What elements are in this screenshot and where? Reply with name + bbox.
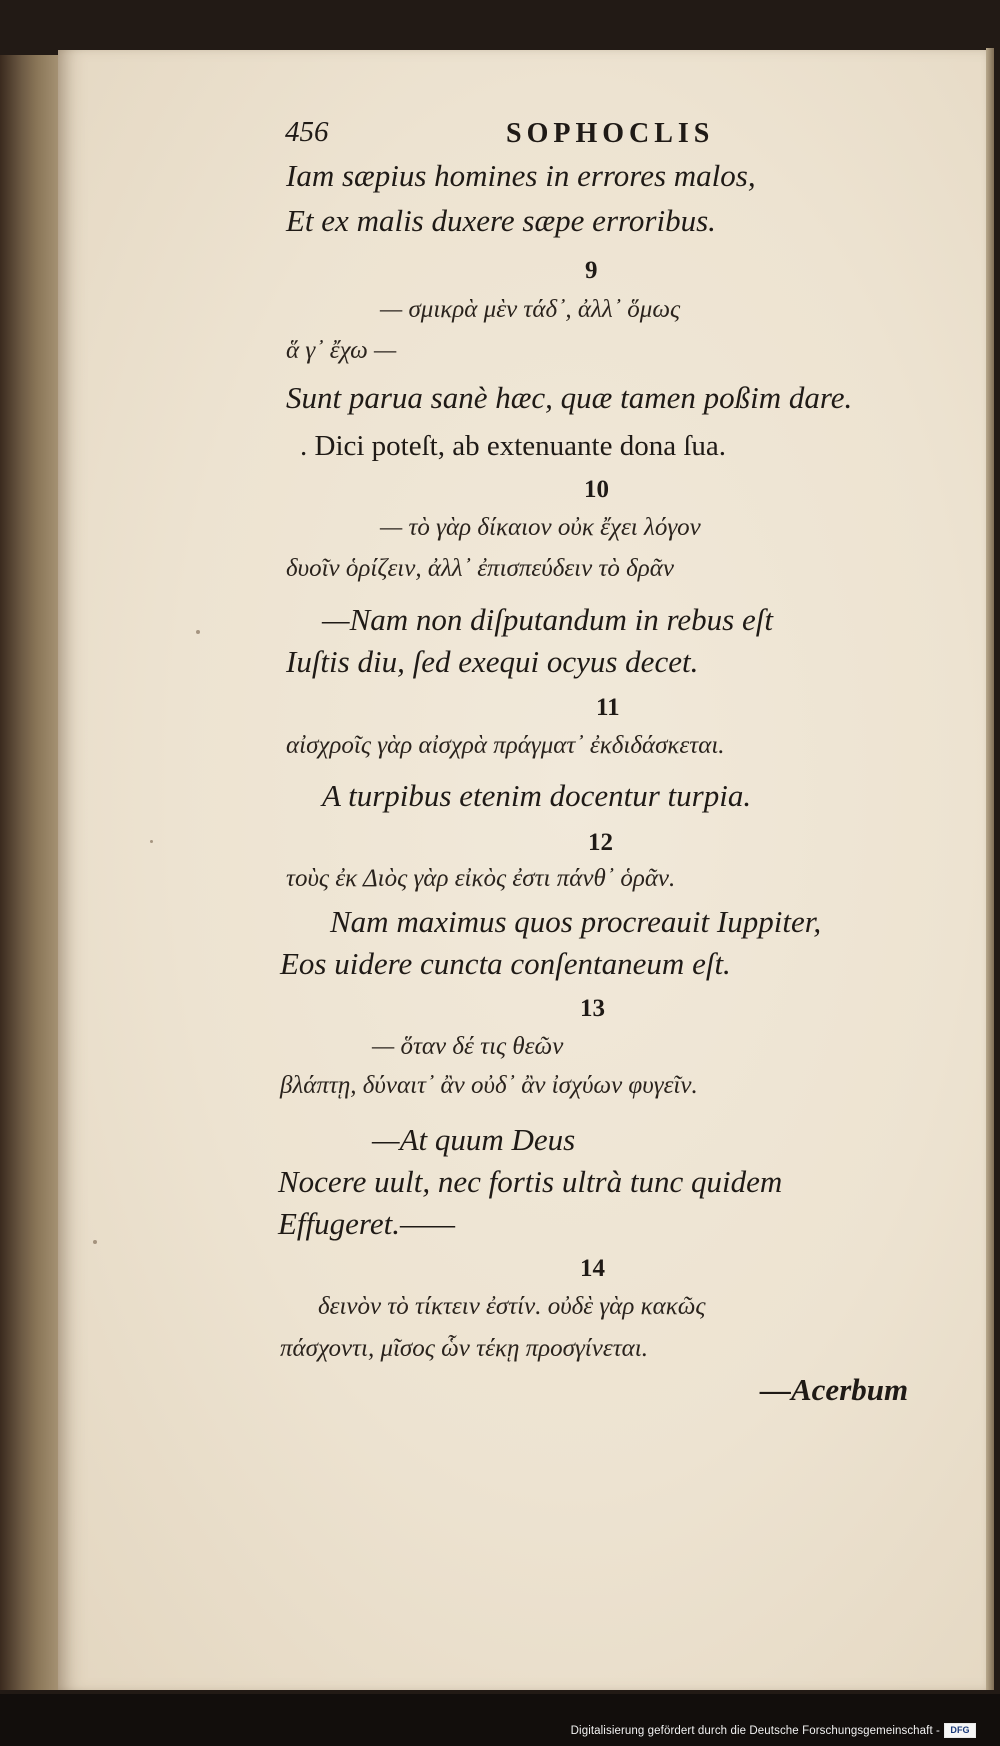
fragment-number: 13 (580, 995, 605, 1022)
fragment-number: 14 (580, 1255, 605, 1282)
greek-line: — σμικρὰ μὲν τάδ᾽, ἀλλ᾽ ὅμως (380, 296, 681, 323)
latin-line: Effugeret.—— (278, 1206, 456, 1241)
dfg-logo: DFG (944, 1723, 976, 1738)
greek-line: δεινὸν τὸ τίκτειν ἐστίν. οὐδὲ γὰρ κακῶς (318, 1293, 706, 1320)
page-number: 456 (285, 116, 329, 148)
greek-line: αἰσχροῖς γὰρ αἰσχρὰ πράγματ᾽ ἐκδιδάσκεται. (286, 732, 725, 759)
greek-line: τοὺς ἐκ Διὸς γὰρ εἰκὸς ἐστι πάνθ᾽ ὁρᾶν. (286, 865, 676, 892)
greek-line: — ὅταν δέ τις θεῶν (372, 1033, 564, 1060)
credit-text: Digitalisierung gefördert durch die Deutsche Forschungsgemeinschaft - (570, 1724, 940, 1737)
catchword: —Acerbum (760, 1372, 909, 1407)
greek-line: — τὸ γὰρ δίκαιον οὐκ ἔχει λόγον (380, 514, 701, 541)
digitization-credit (571, 1723, 976, 1738)
greek-line: ἅ γ᾽ ἔχω — (286, 337, 397, 364)
greek-line: δυοῖν ὁρίζειν, ἀλλ᾽ ἐπισπεύδειν τὸ δρᾶν (286, 555, 675, 582)
latin-line: Nam maximus quos procreauit Iuppiter, (330, 904, 822, 939)
latin-line: Iam sæpius homines in errores malos, (286, 158, 756, 193)
latin-line: Et ex malis duxere sæpe erroribus. (286, 203, 716, 238)
greek-line: βλάπτῃ, δύναιτ᾽ ἂν οὐδ᾽ ἂν ἰσχύων φυγεῖν. (280, 1072, 698, 1099)
latin-line: Eos uidere cuncta conſentaneum eſt. (280, 946, 731, 981)
fragment-number: 9 (585, 257, 598, 284)
fragment-number: 11 (596, 694, 620, 721)
latin-line: —Nam non diſputandum in rebus eſt (322, 602, 773, 637)
latin-line: Sunt parua sanè hæc, quæ tamen poßim dare. (286, 380, 853, 415)
scan-footer-strip (0, 1694, 1000, 1746)
latin-line: A turpibus etenim docentur turpia. (322, 778, 752, 813)
fragment-number: 12 (588, 829, 613, 856)
greek-line: πάσχοντι, μῖσος ὧν τέκῃ προσγίνεται. (280, 1335, 648, 1362)
latin-line: Nocere uult, nec fortis ultrà tunc quidem (278, 1164, 783, 1199)
latin-line: —At quum Deus (372, 1122, 576, 1157)
latin-line: Iuſtis diu, ſed exequi ocyus decet. (286, 644, 699, 679)
running-title: SOPHOCLIS (506, 118, 715, 149)
fragment-number: 10 (584, 476, 609, 503)
commentary-line: . Dici poteſt, ab extenuante dona ſua. (300, 430, 726, 462)
